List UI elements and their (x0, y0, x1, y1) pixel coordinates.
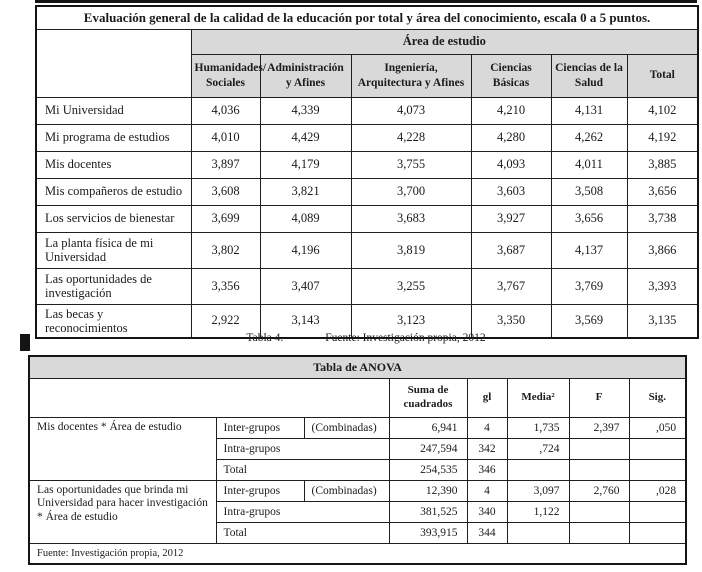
table-cell: 4,196 (260, 232, 351, 268)
anova-combinadas-label: (Combinadas) (304, 480, 389, 501)
column-header-f: F (569, 378, 629, 417)
table-cell: 3,821 (260, 178, 351, 205)
anova-cell-media: 1,735 (507, 417, 569, 438)
anova-cell-gl: 342 (467, 438, 507, 459)
anova-cell-suma: 381,525 (389, 501, 467, 522)
anova-source-note: Fuente: Investigación propia, 2012 (29, 543, 686, 564)
column-header-administracion: Administración y Afines (260, 54, 351, 97)
row-label: Los servicios de bienestar (36, 205, 191, 232)
table-cell: 3,897 (191, 151, 260, 178)
anova-header-row (29, 378, 686, 417)
anova-cell-sig: ,028 (629, 480, 686, 501)
anova-subrow-label: Inter-grupos (216, 480, 304, 501)
anova-group-label: Mis docentes * Área de estudio (29, 417, 216, 480)
table-cell: 3,683 (351, 205, 471, 232)
anova-subrow-label: Intra-grupos (216, 438, 389, 459)
anova-cell-suma: 393,915 (389, 522, 467, 543)
column-header-media: Media² (507, 378, 569, 417)
anova-cell-media (507, 459, 569, 480)
row-label: Las becas y reconocimientos (36, 304, 191, 338)
anova-cell-f: 2,397 (569, 417, 629, 438)
table-cell: 4,010 (191, 124, 260, 151)
anova-cell-media (507, 522, 569, 543)
table-cell: 4,339 (260, 97, 351, 124)
table-cell: 4,429 (260, 124, 351, 151)
table-row (36, 205, 698, 232)
row-label: Mis docentes (36, 151, 191, 178)
anova-cell-sig (629, 438, 686, 459)
table-row (36, 97, 698, 124)
table-cell: 3,738 (627, 205, 698, 232)
anova-subrow-label: Inter-grupos (216, 417, 304, 438)
anova-subrow-label: Total (216, 522, 389, 543)
column-header-ciencias-salud: Ciencias de la Salud (551, 54, 627, 97)
row-label-header-empty (36, 29, 191, 97)
table-cell: 3,143 (260, 304, 351, 338)
table-cell: 3,393 (627, 268, 698, 304)
anova-combinadas-label: (Combinadas) (304, 417, 389, 438)
anova-cell-suma: 6,941 (389, 417, 467, 438)
column-header-total: Total (627, 54, 698, 97)
table-cell: 3,603 (471, 178, 551, 205)
table-cell: 4,179 (260, 151, 351, 178)
table-cell: 4,131 (551, 97, 627, 124)
table-row (36, 268, 698, 304)
evaluation-table-title: Evaluación general de la calidad de la educación por total y área del conocimiento, escala 0 a 5 puntos. (36, 6, 698, 29)
table-row (36, 124, 698, 151)
anova-header-empty (29, 378, 389, 417)
anova-table (28, 355, 687, 565)
table-cell: 3,769 (551, 268, 627, 304)
table-cell: 3,255 (351, 268, 471, 304)
caption-table-number: Tabla 4. (246, 332, 284, 344)
table-cell: 3,755 (351, 151, 471, 178)
anova-cell-gl: 344 (467, 522, 507, 543)
table-cell: 3,123 (351, 304, 471, 338)
table-cell: 4,210 (471, 97, 551, 124)
group-header-row (36, 29, 698, 54)
row-label: Mis compañeros de estudio (36, 178, 191, 205)
column-header-ingenieria: Ingeniería, Arquitectura y Afines (351, 54, 471, 97)
anova-row (29, 480, 686, 501)
table-cell: 3,135 (627, 304, 698, 338)
table-row (36, 178, 698, 205)
anova-cell-sig (629, 459, 686, 480)
table-cell: 4,093 (471, 151, 551, 178)
anova-table-title: Tabla de ANOVA (29, 356, 686, 378)
table-caption (35, 332, 697, 344)
anova-cell-f (569, 501, 629, 522)
table-cell: 4,192 (627, 124, 698, 151)
anova-cell-suma: 12,390 (389, 480, 467, 501)
anova-cell-gl: 4 (467, 417, 507, 438)
stray-list-marker (20, 334, 30, 351)
table-cell: 3,885 (627, 151, 698, 178)
top-horizontal-rule (35, 0, 697, 3)
anova-cell-f: 2,760 (569, 480, 629, 501)
anova-cell-gl: 340 (467, 501, 507, 522)
table-cell: 3,699 (191, 205, 260, 232)
table-cell: 3,508 (551, 178, 627, 205)
anova-row (29, 417, 686, 438)
column-header-suma-de-cuadrados: Suma de cuadrados (389, 378, 467, 417)
anova-cell-f (569, 459, 629, 480)
anova-footer-row (29, 543, 686, 564)
column-header-humanidades: Humanidades/ Sociales (191, 54, 260, 97)
table-cell: 3,767 (471, 268, 551, 304)
area-de-estudio-header: Área de estudio (191, 29, 698, 54)
table-cell: 3,802 (191, 232, 260, 268)
table-cell: 4,280 (471, 124, 551, 151)
anova-cell-suma: 247,594 (389, 438, 467, 459)
anova-cell-gl: 4 (467, 480, 507, 501)
anova-subrow-label: Intra-grupos (216, 501, 389, 522)
table-cell: 3,407 (260, 268, 351, 304)
column-header-gl: gl (467, 378, 507, 417)
anova-cell-f (569, 438, 629, 459)
evaluation-table (35, 5, 699, 339)
table-cell: 4,228 (351, 124, 471, 151)
table-cell: 3,608 (191, 178, 260, 205)
table-cell: 3,687 (471, 232, 551, 268)
anova-cell-sig (629, 522, 686, 543)
table-cell: 4,011 (551, 151, 627, 178)
column-header-ciencias-basicas: Ciencias Básicas (471, 54, 551, 97)
anova-subrow-label: Total (216, 459, 389, 480)
table-row (36, 151, 698, 178)
table-cell: 3,350 (471, 304, 551, 338)
row-label: Las oportunidades de investigación (36, 268, 191, 304)
table-cell: 3,656 (551, 205, 627, 232)
anova-cell-media: ,724 (507, 438, 569, 459)
table-cell: 3,927 (471, 205, 551, 232)
table-cell: 3,866 (627, 232, 698, 268)
anova-group-label: Las oportunidades que brinda mi Universidad para hacer investigación * Área de estudio (29, 480, 216, 543)
anova-cell-gl: 346 (467, 459, 507, 480)
anova-cell-media: 1,122 (507, 501, 569, 522)
row-label: Mi programa de estudios (36, 124, 191, 151)
row-label: La planta física de mi Universidad (36, 232, 191, 268)
table-cell: 4,102 (627, 97, 698, 124)
table-cell: 3,819 (351, 232, 471, 268)
table-cell: 3,356 (191, 268, 260, 304)
table-title-row (36, 6, 698, 29)
anova-cell-f (569, 522, 629, 543)
table-cell: 4,262 (551, 124, 627, 151)
caption-source: Fuente: Investigación propia, 2012 (325, 332, 486, 344)
table-cell: 3,656 (627, 178, 698, 205)
table-cell: 3,569 (551, 304, 627, 338)
table-cell: 4,073 (351, 97, 471, 124)
table-cell: 4,089 (260, 205, 351, 232)
table-cell: 4,137 (551, 232, 627, 268)
anova-cell-media: 3,097 (507, 480, 569, 501)
anova-cell-sig: ,050 (629, 417, 686, 438)
table-cell: 4,036 (191, 97, 260, 124)
table-row (36, 232, 698, 268)
anova-cell-sig (629, 501, 686, 522)
anova-title-row (29, 356, 686, 378)
anova-cell-suma: 254,535 (389, 459, 467, 480)
column-header-sig: Sig. (629, 378, 686, 417)
row-label: Mi Universidad (36, 97, 191, 124)
table-cell: 2,922 (191, 304, 260, 338)
table-cell: 3,700 (351, 178, 471, 205)
